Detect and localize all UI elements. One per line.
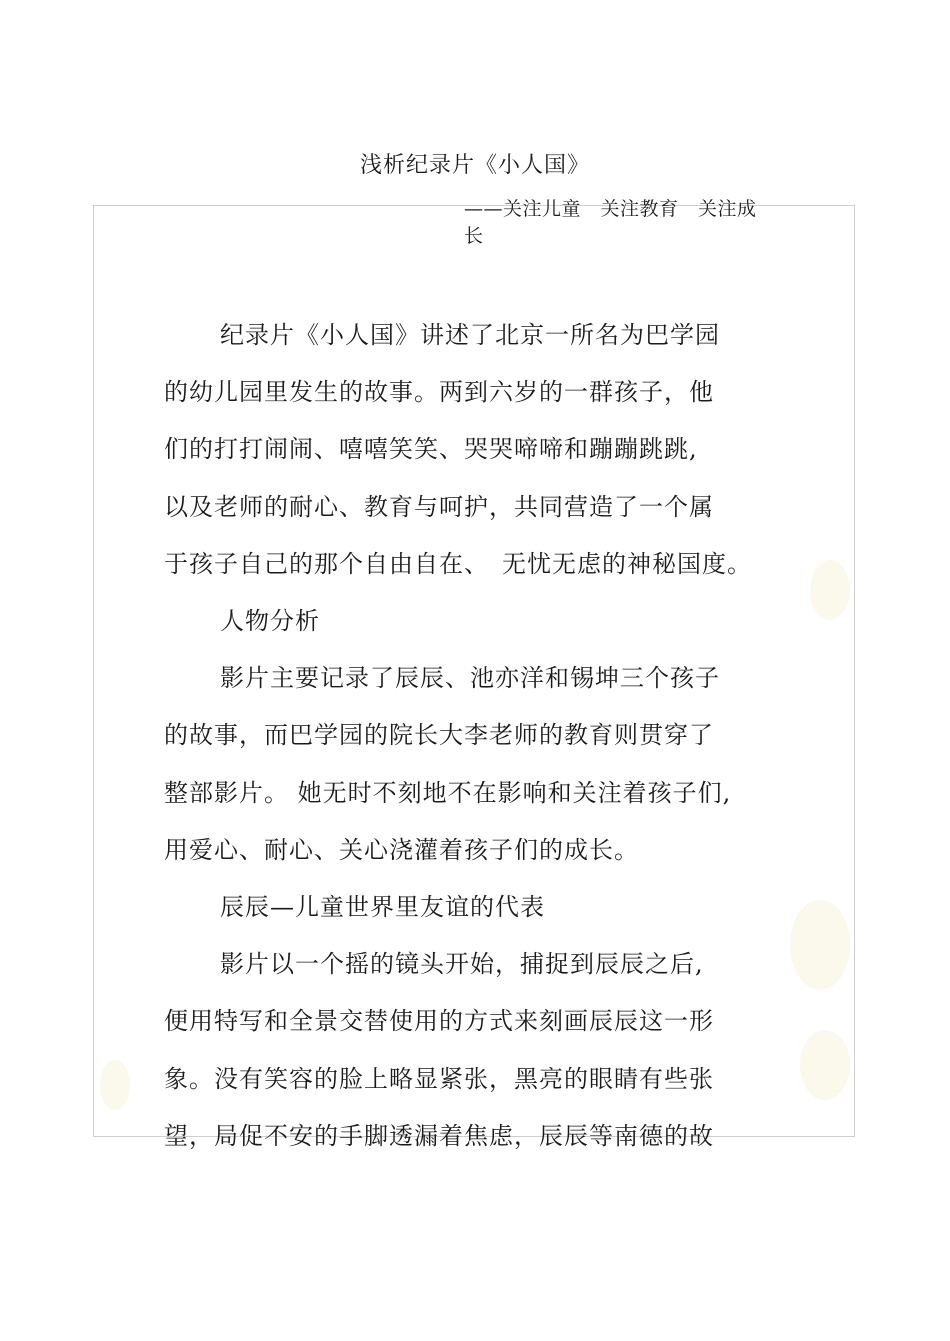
document-title: 浅析纪录片《小人国》 (359, 153, 590, 178)
background-decoration (800, 1030, 850, 1100)
background-decoration (790, 900, 850, 990)
body-text-line: 望，局促不安的手脚透漏着焦虑，辰辰等南德的故 (164, 1122, 714, 1150)
body-text-line: 以及老师的耐心、教育与呵护，共同营造了一个属 (164, 493, 714, 521)
body-text-line: 用爱心、耐心、关心浇灌着孩子们的成长。 (164, 836, 639, 864)
body-text-line: 们的打打闹闹、嘻嘻笑笑、哭哭啼啼和蹦蹦跳跳, (164, 435, 698, 463)
background-decoration (100, 1060, 130, 1110)
body-text-line: 影片主要记录了辰辰、池亦洋和锡坤三个孩子 (220, 664, 720, 692)
background-decoration (810, 560, 850, 620)
body-text-line: 辰辰—儿童世界里友谊的代表 (220, 893, 545, 921)
body-text-line: 于孩子自己的那个自由自在、 无忧无虑的神秘国度。 (164, 550, 752, 578)
body-text-line: 便用特写和全景交替使用的方式来刻画辰辰这一形 (164, 1007, 714, 1035)
body-text-line: 人物分析 (220, 607, 320, 635)
body-text-line: 影片以一个摇的镜头开始，捕捉到辰辰之后, (220, 950, 704, 978)
body-text-line: 的幼儿园里发生的故事。两到六岁的一群孩子，他 (164, 378, 714, 406)
body-text-line: 的故事，而巴学园的院长大李老师的教育则贯穿了 (164, 721, 714, 749)
body-text-line: 纪录片《小人国》讲述了北京一所名为巴学园 (220, 321, 720, 349)
body-text-line: 象。没有笑容的脸上略显紧张，黑亮的眼睛有些张 (164, 1065, 714, 1093)
body-text-line: 整部影片。 她无时不刻地不在影响和关注着孩子们, (164, 779, 732, 807)
document-subtitle: ——关注儿童 关注教育 关注成长 (464, 198, 757, 247)
